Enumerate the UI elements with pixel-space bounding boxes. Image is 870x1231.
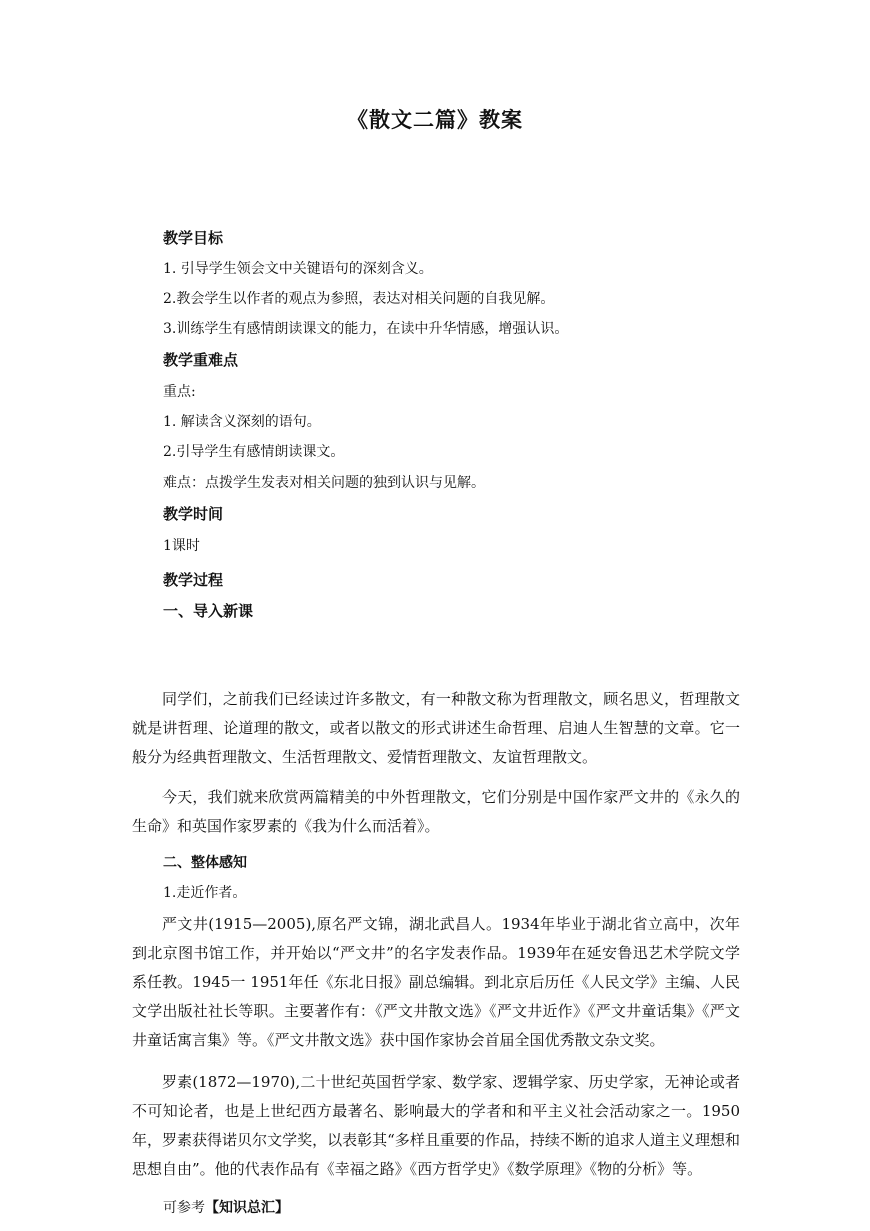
section-intro-heading: 一、导入新课 xyxy=(163,602,254,620)
time-heading: 教学时间 xyxy=(163,505,224,523)
author-russell-paragraph: 罗素(1872—1970),二十世纪英国哲学家、数学家、逻辑学家、历史学家，无神论或者不可知论者，也是上世纪西方最著名、影响最大的学者和和平主义社会活动家之一。1950年，罗素获得诺贝尔文学奖，以表彰其“多样且重要的作品，持续不断的追求人道主义理想和思想自由”。他的代表作品有《幸福之路》《西方哲学史》《数学原理》《物的分析》等。 xyxy=(132,1073,740,1178)
footer-prefix: 可参考 xyxy=(163,1200,205,1216)
time-value: 1课时 xyxy=(163,538,200,554)
section-overview-heading: 二、整体感知 xyxy=(163,855,247,871)
footer-knowledge-link: 【知识总汇】 xyxy=(205,1200,289,1216)
intro-paragraph-2: 今天，我们就来欣赏两篇精美的中外哲理散文，它们分别是中国作家严文井的《永久的生命》和英国作家罗素的《我为什么而活着》。 xyxy=(132,788,740,835)
step-1-text: 1.走近作者。 xyxy=(163,885,247,901)
author-yan-paragraph: 严文井(1915—2005),原名严文锦，湖北武昌人。1934年毕业于湖北省立高中，次年到北京图书馆工作，并开始以“严文井”的名字发表作品。1939年在延安鲁迅艺术学院文学系任教。1945一 1951年任《东北日报》副总编辑。到北京后历任《人民文学》主编、人民文学出版社社长等职。主要著作有：《严文井散文选》《严文井近作》《严文井童话集》《严文井童话寓言集》等。《严文井散文选》获中国作家协会首届全国优秀散文杂文奖。 xyxy=(132,915,740,1049)
key-points-heading: 教学重难点 xyxy=(163,351,239,369)
objective-item-1: 1. 引导学生领会文中关键语句的深刻含义。 xyxy=(163,261,433,277)
objectives-heading: 教学目标 xyxy=(163,229,224,247)
difficulty-text: 难点：点拨学生发表对相关问题的独到认识与见解。 xyxy=(163,475,485,491)
objective-item-2: 2.教会学生以作者的观点为参照，表达对相关问题的自我见解。 xyxy=(163,291,555,307)
intro-paragraph-1: 同学们，之前我们已经读过许多散文，有一种散文称为哲理散文，顾名思义，哲理散文就是讲哲理、论道理的散文，或者以散文的形式讲述生命哲理、启迪人生智慧的文章。它一般分为经典哲理散文、生活哲理散文、爱情哲理散文、友谊哲理散文。 xyxy=(132,690,740,766)
key-point-item-1: 1. 解读含义深刻的语句。 xyxy=(163,414,321,430)
key-point-item-2: 2.引导学生有感情朗读课文。 xyxy=(163,444,345,460)
document-title: 《散文二篇》教案 xyxy=(347,107,523,132)
process-heading: 教学过程 xyxy=(163,571,224,589)
footer-reference xyxy=(163,1198,289,1218)
objective-item-3: 3.训练学生有感情朗读课文的能力，在读中升华情感，增强认识。 xyxy=(163,321,569,337)
key-points-label: 重点: xyxy=(163,384,196,400)
